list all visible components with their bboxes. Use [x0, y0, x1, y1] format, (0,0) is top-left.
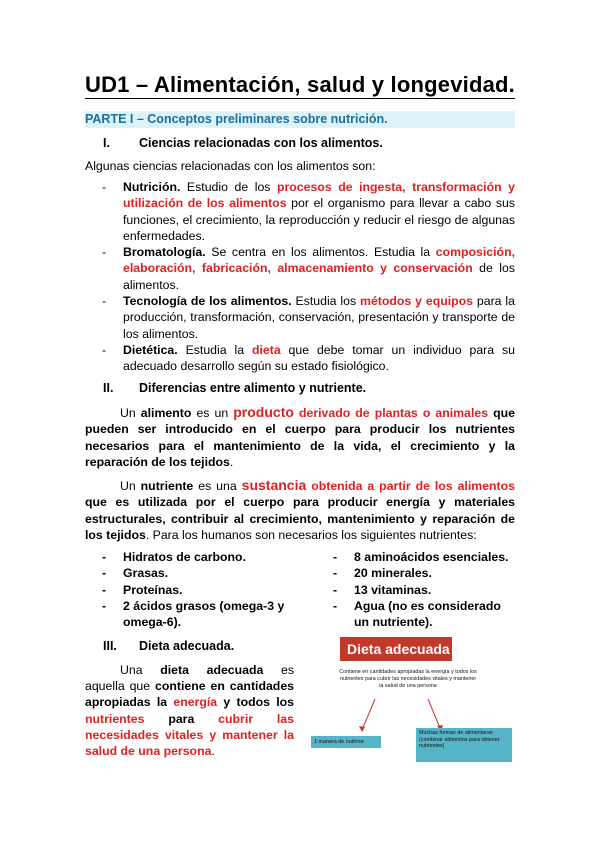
section-2-heading: [103, 381, 366, 395]
page-title: UD1 – Alimentación, salud y longevidad.: [85, 72, 515, 97]
list-item: - Nutrición. Estudio de los procesos de ingesta, transformación y utilización de los alimentos por el organismo para llevar a cabo sus funciones, el crecimiento, la reproducción y reducir el riesgo de algunas enfermedades.: [102, 180, 516, 243]
list-item: - 8 aminoácidos esenciales.: [333, 550, 509, 564]
section-2-number: II.: [103, 381, 114, 395]
section-1-title: Ciencias relacionadas con los alimentos.: [139, 136, 383, 150]
part-heading: PARTE I – Conceptos preliminares sobre nutrición.: [85, 111, 515, 128]
diagram-definition: Contiene en cantidades apropiadas la energía y todos los nutrientes para cubrir las necesidades vitales y mantener la salud de una persona: [339, 669, 477, 689]
nutrients-list-left: [102, 549, 292, 630]
diagram-left-box: 1 manera de nutrirse: [311, 736, 381, 748]
list-item: - Proteínas.: [102, 582, 183, 597]
section-1-heading: [103, 136, 383, 150]
left-arrow-line: [362, 699, 375, 730]
section-3-number: III.: [103, 639, 117, 653]
nutrients-list-right: [333, 549, 519, 630]
dieta-definition: Una dieta adecuada es aquella que contiene en cantidades apropiadas la energía y todos los nutrientes para cubrir las necesidades vitales y mantener la salud de una persona.: [85, 663, 294, 759]
sciences-list: [102, 179, 515, 375]
section-3-title: Dieta adecuada.: [139, 639, 235, 653]
left-arrow-head: [359, 726, 365, 732]
section-1-number: I.: [103, 136, 110, 150]
section-1-intro: Algunas ciencias relacionadas con los alimentos son:: [85, 159, 376, 173]
section-3-heading: [103, 639, 234, 653]
diagram-right-box: Muchas formas de alimentarse (combinar alimentos para obtener nutrientes): [416, 728, 512, 762]
list-item: - 2 ácidos grasos (omega-3 y omega-6).: [102, 598, 285, 630]
list-item: - 13 vitaminas.: [333, 582, 432, 597]
alimento-definition: Un alimento es un producto derivado de plantas o animales que pueden ser introducido en el cuerpo para producir los nutrientes necesarios para el mantenimiento de la vida, el crecimiento y la reparación de los tejidos.: [85, 404, 515, 469]
list-item: - Dietética. Estudia la dieta que debe tomar un individuo para su adecuado desarrollo según su estado fisiológico.: [102, 342, 515, 374]
list-item: - Grasas.: [102, 566, 169, 581]
list-item: - Agua (no es considerado un nutriente).: [333, 598, 501, 630]
right-arrow-line: [428, 699, 440, 728]
title-divider: [85, 98, 515, 99]
nutriente-definition: Un nutriente es una sustancia obtenida a partir de los alimentos que es utilizada por el cuerpo para producir energía y materiales estructurales, contribuir al crecimiento, mantenimiento y reparación de los tejidos. Para los humanos son necesarios los siguientes nutrientes:: [85, 477, 515, 542]
section-2-title: Diferencias entre alimento y nutriente.: [139, 381, 367, 395]
list-item: - Hidratos de carbono.: [102, 550, 246, 564]
diagram-title: Dieta adecuada: [340, 637, 452, 661]
list-item: - 20 minerales.: [333, 566, 432, 581]
list-item: - Tecnología de los alimentos. Estudia los métodos y equipos para la producción, transformación, conservación, presentación y transporte de los alimentos.: [102, 294, 515, 341]
list-item: - Bromatología. Se centra en los alimentos. Estudia la composición, elaboración, fabricación, almacenamiento y conservación de los alimentos.: [102, 245, 516, 292]
